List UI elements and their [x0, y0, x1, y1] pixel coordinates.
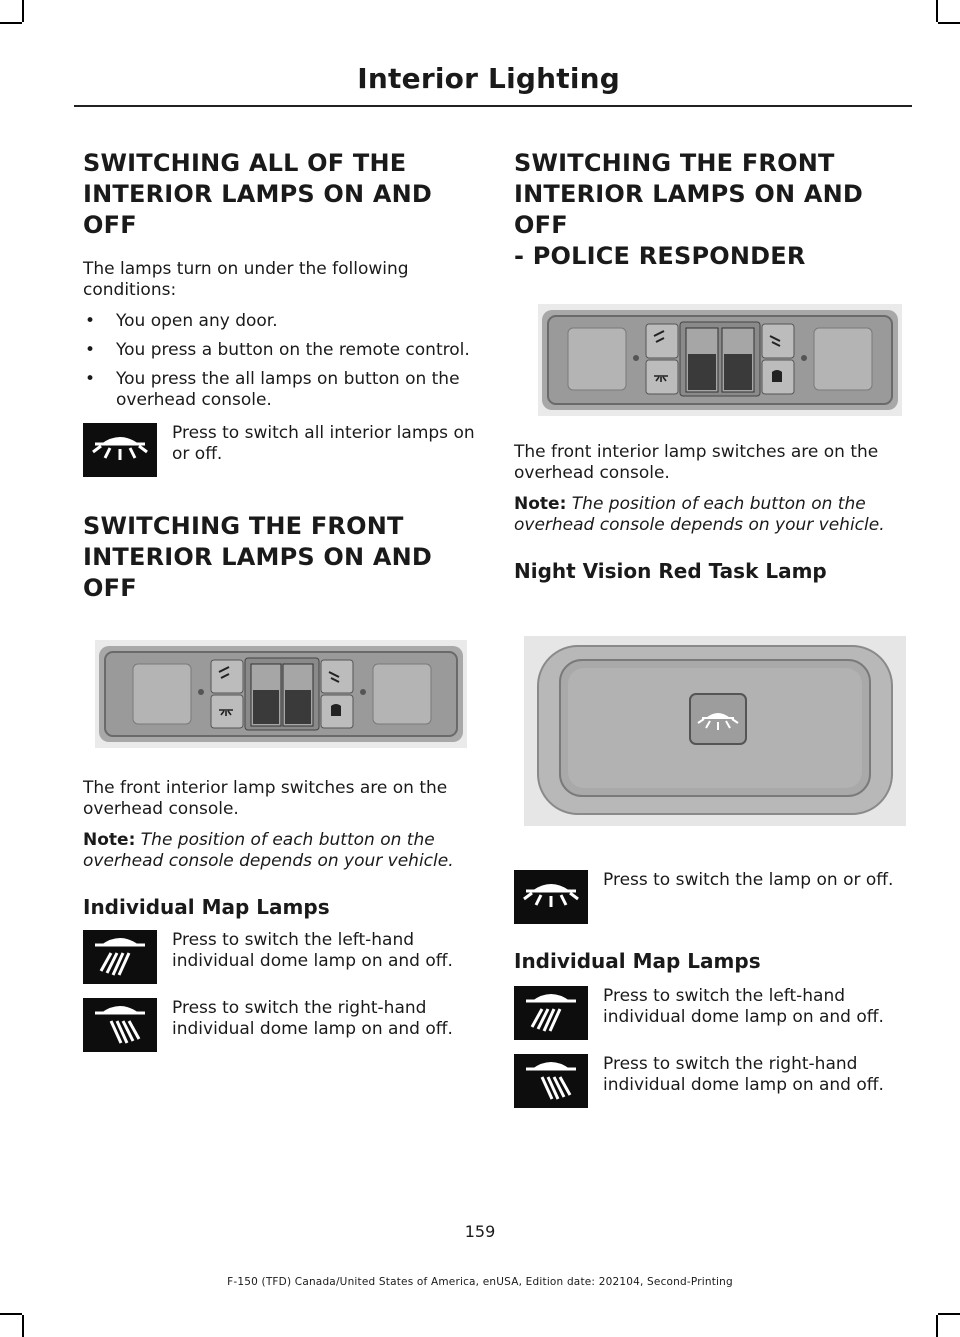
- right-column: [514, 148, 909, 1108]
- crop-mark: [936, 1315, 938, 1337]
- list-item: • You open any door.: [83, 311, 478, 332]
- overhead-console-image: [95, 640, 478, 748]
- section-heading-all-lamps: [83, 148, 478, 241]
- police-right-map-lamp-row: [514, 1054, 909, 1108]
- task-lamp-row: [514, 870, 909, 924]
- crop-mark: [936, 0, 938, 22]
- conditions-list: [83, 311, 478, 411]
- heading-line: INTERIOR LAMPS ON AND OFF: [83, 180, 433, 239]
- heading-line: - POLICE RESPONDER: [514, 242, 806, 270]
- crop-mark: [22, 0, 24, 22]
- dome-lamp-icon: [83, 423, 157, 477]
- right-map-lamp-icon: [514, 1054, 588, 1108]
- heading-line: INTERIOR LAMPS ON AND OFF: [83, 543, 433, 602]
- right-map-lamp-icon: [83, 998, 157, 1052]
- front-lamps-note: [83, 830, 478, 872]
- note-label: Note:: [83, 830, 136, 850]
- crop-mark: [0, 1313, 22, 1315]
- heading-line: SWITCHING THE FRONT: [83, 512, 404, 540]
- crop-mark: [938, 22, 960, 24]
- heading-line: INTERIOR LAMPS ON AND OFF: [514, 180, 864, 239]
- night-vision-heading: Night Vision Red Task Lamp: [514, 559, 827, 583]
- task-lamp-icon: [514, 870, 588, 924]
- map-lamps-heading: Individual Map Lamps: [83, 895, 330, 919]
- header-divider: [74, 105, 912, 107]
- section-heading-front-lamps: [83, 511, 478, 604]
- list-item: • You press a button on the remote control.: [83, 340, 478, 361]
- front-lamps-body: The front interior lamp switches are on the overhead console.: [83, 778, 448, 819]
- note-text: The position of each button on the overhead console depends on your vehicle.: [83, 830, 454, 871]
- task-lamp-console-image: [524, 636, 909, 826]
- left-column: [83, 148, 478, 1052]
- police-front-lamps-note: [514, 494, 909, 536]
- left-map-lamp-icon: [83, 930, 157, 984]
- crop-mark: [938, 1313, 960, 1315]
- page-number: 159: [464, 1222, 496, 1241]
- heading-line: SWITCHING ALL OF THE: [83, 149, 407, 177]
- task-lamp-description: Press to switch the lamp on or off.: [603, 870, 894, 890]
- police-right-map-lamp-description: Press to switch the right-hand individual dome lamp on and off.: [603, 1054, 884, 1095]
- edition-info: F-150 (TFD) Canada/United States of America, enUSA, Edition date: 202104, Second-Printing: [227, 1276, 733, 1288]
- police-left-map-lamp-row: [514, 986, 909, 1040]
- intro-text: The lamps turn on under the following conditions:: [83, 259, 409, 300]
- police-front-lamps-body: The front interior lamp switches are on the overhead console.: [514, 442, 879, 483]
- crop-mark: [0, 22, 22, 24]
- heading-line: SWITCHING THE FRONT: [514, 149, 835, 177]
- crop-mark: [22, 1315, 24, 1337]
- right-map-lamp-row: [83, 998, 478, 1052]
- left-map-lamp-row: [83, 930, 478, 984]
- left-map-lamp-icon: [514, 986, 588, 1040]
- right-map-lamp-description: Press to switch the right-hand individual dome lamp on and off.: [172, 998, 453, 1039]
- note-text: The position of each button on the overhead console depends on your vehicle.: [514, 494, 885, 535]
- left-map-lamp-description: Press to switch the left-hand individual dome lamp on and off.: [172, 930, 453, 971]
- list-item: • You press the all lamps on button on the overhead console.: [83, 369, 478, 411]
- note-label: Note:: [514, 494, 567, 514]
- all-lamps-icon-row: [83, 423, 478, 477]
- section-heading-police-responder: [514, 148, 909, 272]
- all-lamps-description: Press to switch all interior lamps on or off.: [172, 423, 475, 464]
- page-title: Interior Lighting: [357, 62, 620, 95]
- police-map-lamps-heading: Individual Map Lamps: [514, 949, 761, 973]
- police-overhead-console-image: [538, 304, 909, 416]
- police-left-map-lamp-description: Press to switch the left-hand individual dome lamp on and off.: [603, 986, 884, 1027]
